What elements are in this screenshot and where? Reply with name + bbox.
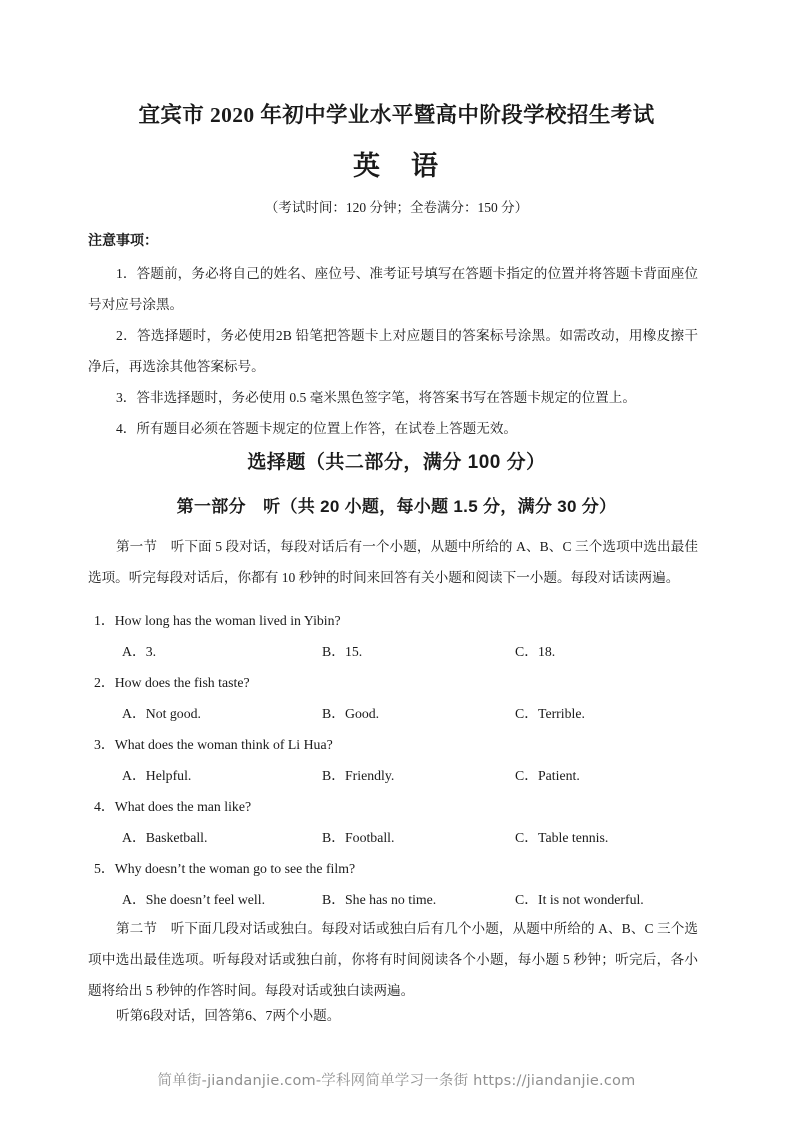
question-stem: 1．How long has the woman lived in Yibin?: [94, 613, 341, 628]
notice-item: 4．所有题目必须在答题卡规定的位置上作答，在试卷上答题无效。: [116, 421, 518, 436]
question-options: [88, 698, 708, 729]
question-stem: 2．How does the fish taste?: [94, 675, 250, 690]
question-item: [88, 605, 708, 667]
footer-watermark: 简单街-jiandanjie.com-学科网简单学习一条街 https://jiandanjie.com: [157, 1073, 636, 1089]
question-item: [88, 853, 708, 915]
section-two-instruction: 第二节 听下面几段对话或独白。每段对话或独白后有几个小题，从题中所给的 A、B、C 三个选项中选出最佳选项。听每段对话或独白前，你将有时间阅读各个小题，每小题 5 秒钟；听完后，各小题将给出 5 秒钟的作答时间。每段对话或独白读两遍。: [88, 921, 698, 998]
notice-item: 3．答非选择题时，务必使用 0.5 毫米黑色签字笔，将答案书写在答题卡规定的位置上。: [116, 390, 636, 405]
subject-title: 英 语: [353, 151, 440, 181]
option-c[interactable]: C．Patient.: [515, 768, 580, 783]
notice-item: 2．答选择题时，务必使用2B 铅笔把答题卡上对应题目的答案标号涂黑。如需改动，用橡皮擦干净后，再选涂其他答案标号。: [88, 328, 698, 374]
page-title: 宜宾市 2020 年初中学业水平暨高中阶段学校招生考试: [138, 103, 655, 127]
option-c[interactable]: C．It is not wonderful.: [515, 892, 644, 907]
question-item: [88, 729, 708, 791]
part-one-title: 第一部分 听（共 20 小题，每小题 1.5 分，满分 30 分）: [176, 497, 617, 516]
question-item: [88, 667, 708, 729]
option-c[interactable]: C．18.: [515, 644, 556, 659]
option-b[interactable]: B．Good.: [322, 706, 380, 721]
question-options: [88, 822, 708, 853]
option-a[interactable]: A．Basketball.: [122, 830, 208, 845]
option-b[interactable]: B．15.: [322, 644, 363, 659]
notice-list: [88, 258, 698, 444]
notice-item: 1．答题前，务必将自己的姓名、座位号、准考证号填写在答题卡指定的位置并将答题卡背面座位号对应号涂黑。: [88, 266, 698, 312]
question-options: [88, 884, 708, 915]
section-one-instruction: 第一节 听下面 5 段对话，每段对话后有一个小题，从题中所给的 A、B、C 三个选项中选出最佳选项。听完每段对话后，你都有 10 秒钟的时间来回答有关小题和阅读下一小题。每段对话读两遍。: [88, 539, 698, 585]
listen-note: 听第6段对话，回答第6、7两个小题。: [116, 1008, 341, 1023]
question-stem: 4．What does the man like?: [94, 799, 252, 814]
option-c[interactable]: C．Terrible.: [515, 706, 585, 721]
option-b[interactable]: B．Friendly.: [322, 768, 395, 783]
question-list: [88, 605, 708, 915]
option-a[interactable]: A．Helpful.: [122, 768, 192, 783]
option-b[interactable]: B．Football.: [322, 830, 395, 845]
notice-heading: 注意事项：: [88, 232, 158, 248]
option-a[interactable]: A．3.: [122, 644, 157, 659]
question-options: [88, 760, 708, 791]
question-stem: 5．Why doesn’t the woman go to see the film?: [94, 861, 356, 876]
question-item: [88, 791, 708, 853]
question-options: [88, 636, 708, 667]
question-stem: 3．What does the woman think of Li Hua?: [94, 737, 333, 752]
option-a[interactable]: A．Not good.: [122, 706, 201, 721]
option-b[interactable]: B．She has no time.: [322, 892, 437, 907]
exam-meta: （考试时间：120 分钟；全卷满分：150 分）: [264, 200, 529, 215]
option-c[interactable]: C．Table tennis.: [515, 830, 609, 845]
choice-part-title: 选择题（共二部分，满分 100 分）: [247, 452, 546, 473]
option-a[interactable]: A．She doesn’t feel well.: [122, 892, 266, 907]
